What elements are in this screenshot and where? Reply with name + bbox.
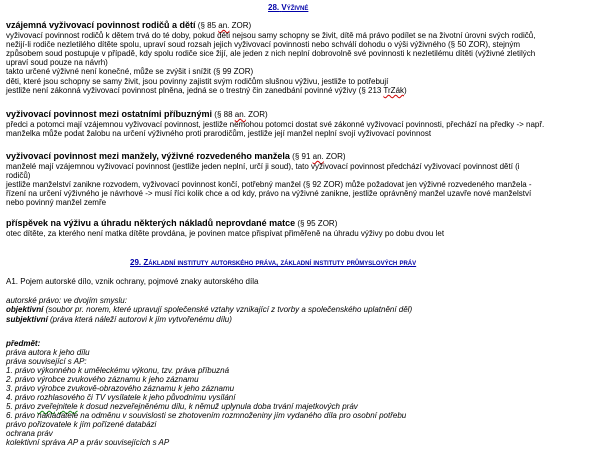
subjective-sense [6, 315, 232, 324]
section-ref: (§ 95 ZOR) [297, 219, 338, 228]
section-ref [214, 110, 267, 119]
section-heading-29 [130, 258, 416, 267]
section-title-text: příspěvek na výživu a úhradu některých nákladů neprovdané matce [6, 218, 296, 228]
section-title-text: vzájemná vyživovací povinnost rodičů a dětí [6, 20, 196, 30]
paragraph-line: předci a potomci mají vzájemnou vyživovací povinnost, jestliže nemohou potomci dostat své zákonné vyživovací povinnosti, přechází na předky -> např. [6, 120, 545, 129]
list-line: kolektivní správa AP a práv souvisejících s AP [6, 438, 170, 447]
ref-part: ZOR) [323, 152, 346, 161]
text-part: ) [404, 86, 407, 95]
list-item [6, 402, 358, 411]
ref-part: ZOR) [229, 21, 252, 30]
section-title-text: vyživovací povinnost mezi manžely, výživné rozvedeného manžela [6, 151, 290, 161]
paragraph-line: nežijí-li rodiče nezletilého dítěte spolu, upraví soud rozsah jejich vyživovací povinnosti nebo schválí dohodu o výši výživného (§ 50 ZOR), stejným [6, 40, 521, 49]
paragraph-line: nebo povinný manžel zemře [6, 198, 107, 207]
list-line: právo pořizovatele k jím pořízené databázi [6, 420, 157, 429]
heading-number: 28. [268, 3, 280, 12]
section-title-unmarried-mother [6, 219, 337, 228]
text-part: jestliže není zákonná vyživovací povinnost plněna, jedná se o trestný čin zanedbání povinné výživy (§ 213 [6, 86, 384, 95]
paragraph-line: manželé mají vzájemnou vyživovací povinnost (jestliže jeden neplní, určí ji soud), tato vyživovací povinnost předchází vyživovací povinnost dětí (i [6, 162, 520, 171]
section-title-mutual-duty [6, 21, 251, 30]
heading-number: 29. [130, 258, 142, 267]
paragraph-line: upraví soud pouze na návrh) [6, 58, 108, 67]
paragraph-line: děti, které jsou schopny se samy živit, jsou povinny zajistit svým rodičům slušnou výživu, jestliže to potřebují [6, 77, 389, 86]
list-item: 1. právo výkonného k uměleckému výkonu, tzv. práva příbuzná [6, 366, 230, 375]
ref-part: ZOR) [245, 110, 268, 119]
objective-text: (soubor pr. norem, které upravují společenské vztahy vznikající z tvorby a společenského uplatnění děl) [43, 305, 413, 314]
paragraph-line: otec dítěte, za kterého není matka dítěte provdána, je povinen matce přispívat přiměřeně na úhradu výživy po dobu dvou let [6, 229, 445, 238]
text-trzak: TrZák [383, 86, 405, 95]
objective-sense [6, 305, 412, 314]
paragraph-line: způsobem soud postupuje v případě, kdy spolu rodiče sice žijí, ale jeden z nich neplní dobrovolně své povinnosti k nezletilému dítěti (výživné zletilých [6, 49, 536, 58]
section-title-spouses [6, 152, 346, 161]
section-title-relatives [6, 110, 268, 119]
ref-part: (§ 91 [292, 152, 313, 161]
paragraph-line: jestliže manželství zanikne rozvodem, vyživovací povinnost končí, potřebný manžel (§ 92 ZOR) může požadovat jen výživné rozvedeného manžela - [6, 180, 532, 189]
text-part: 5. právo [6, 402, 38, 411]
paragraph-line: manželka může podat žalobu na určení výživného proti prarodičům, jestliže její manžel neplní svojí vyživovací povinnost [6, 129, 432, 138]
text-part: k dosud nezveřejněnému dílu, k němuž uplynula doba trvání majetkových práv [77, 402, 358, 411]
text-zverejnitele: zveřejnitele [37, 402, 78, 411]
ref-part: (§ 88 [214, 110, 235, 119]
objective-label: objektivní [6, 305, 44, 314]
list-line: práva autora k jeho dílu [6, 348, 90, 357]
list-item: 2. právo výrobce zvukového záznamu k jeho záznamu [6, 375, 199, 384]
section-title-text: vyživovací povinnost mezi ostatními příbuznými [6, 109, 213, 119]
dual-sense-intro: autorské právo: ve dvojím smyslu: [6, 296, 127, 305]
paragraph-line: rodičů) [6, 171, 31, 180]
section-heading-28 [268, 3, 308, 12]
subsection-title-a1: A1. Pojem autorské dílo, vznik ochrany, pojmové znaky autorského díla [6, 277, 259, 286]
list-item: 6. právo nakladatele na odměnu v souvislosti se zhotovením rozmnoženiny jím vydaného díla pro osobní potřebu [6, 411, 407, 420]
ref-part: (§ 85 [197, 21, 219, 30]
heading-title: Základní instituty autorského práva, základní instituty průmyslových práv [143, 258, 417, 267]
ref-an: an. [234, 110, 246, 119]
section-ref [292, 152, 345, 161]
list-line: práva související s AP: [6, 357, 87, 366]
heading-title: Výživné [281, 3, 309, 12]
ref-an: an. [218, 21, 230, 30]
paragraph-line: takto určené výživné není konečné, může se zvýšit i snížit (§ 99 ZOR) [6, 67, 254, 76]
list-line: ochrana práv [6, 429, 53, 438]
predmet-label: předmět: [6, 339, 41, 348]
subjective-label: subjektivní [6, 315, 48, 324]
paragraph-line: řízení na určení výživného je návrhové -> musí říci kolik chce a od kdy, právo na výživné zanikne, jestliže oprávněný manžel uzavře nové manželství [6, 189, 532, 198]
subjective-text: (práva která náleží autorovi k jím vytvořenému dílu) [47, 315, 232, 324]
list-item: 3. právo výrobce zvukově-obrazového záznamu k jeho záznamu [6, 384, 235, 393]
list-item: 4. právo rozhlasového či TV vysílatele k jeho původnímu vysílání [6, 393, 236, 402]
section-ref [198, 21, 251, 30]
paragraph-line [6, 86, 407, 95]
paragraph-line: vyživovací povinnost rodičů k dětem trvá do té doby, pokud děti nejsou samy schopny se živit, dítě má právo podílet se na životní úrovni svých rodičů, [6, 31, 536, 40]
ref-an: an. [312, 152, 324, 161]
